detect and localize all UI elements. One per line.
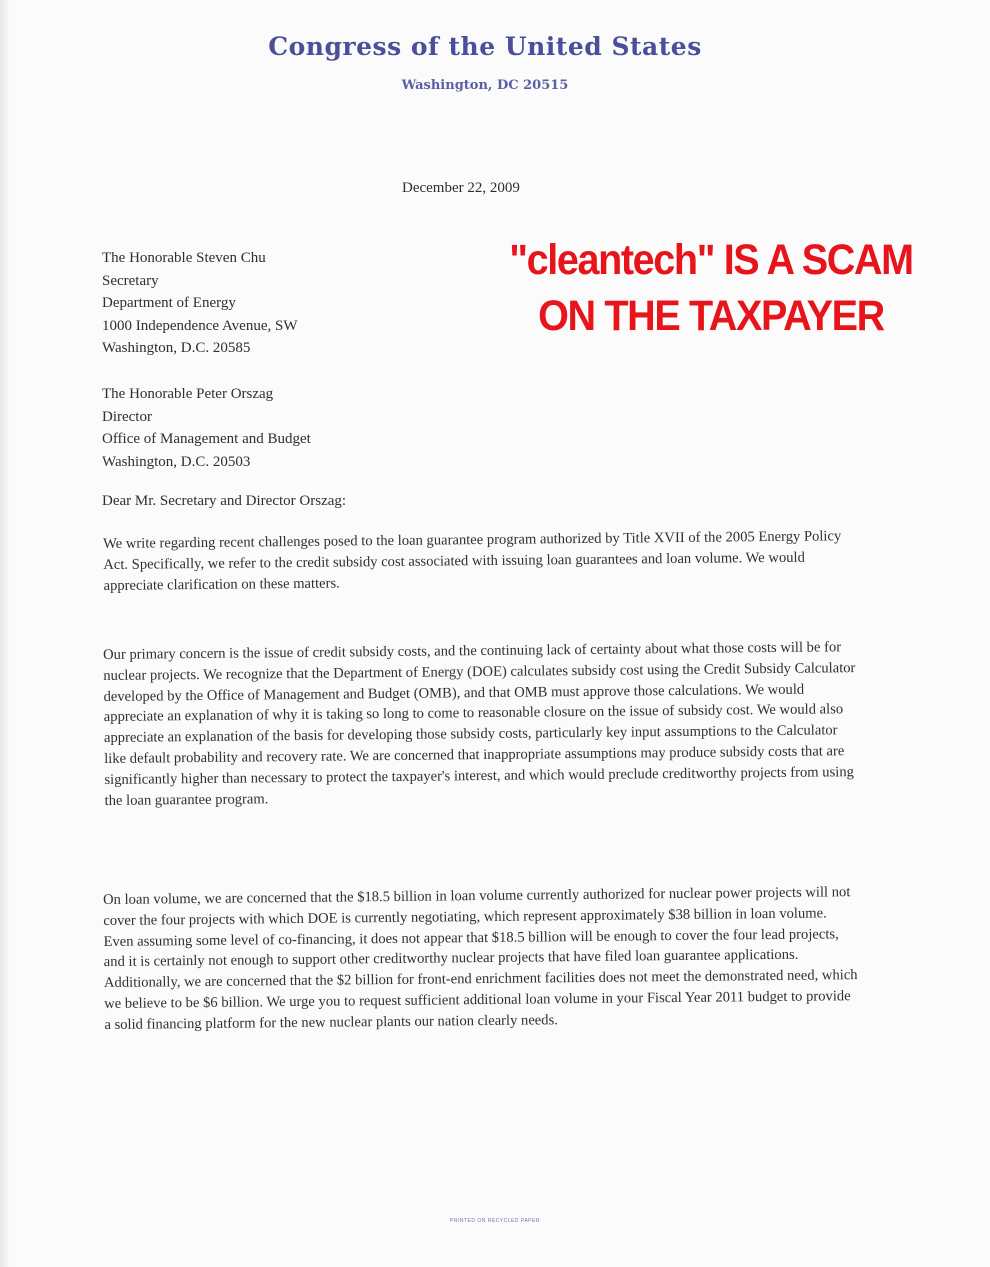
address-line: Director <box>102 408 152 425</box>
salutation: Dear Mr. Secretary and Director Orszag: <box>102 493 347 509</box>
recipient-address-1 <box>102 247 298 360</box>
overlay-line-1: "cleantech" IS A SCAM <box>509 236 913 284</box>
address-line: Secretary <box>102 272 159 289</box>
letterhead-subtitle: Washington, DC 20515 <box>401 78 569 93</box>
address-line: 1000 Independence Avenue, SW <box>102 317 298 334</box>
body-paragraph-3: On loan volume, we are concerned that the $18.5 billion in loan volume currently authorized for nuclear power projects will not cover the four projects with which DOE is currently negotiating, which represent approximately $38 billion in loan volume. Even assuming some level of co-financing, it does not appear that $18.5 billion will be enough to cover the four lead projects, and it is certainly not enough to support other creditworthy nuclear projects that have filed loan guarantee applications. Additionally, we are concerned that the $2 billion for front-end enrichment facilities does not meet the demonstrated need, which we believe to be $6 billion. We urge you to request sufficient additional loan volume in your Fiscal Year 2011 budget to provide a solid financing platform for the new nuclear plants our nation clearly needs. <box>103 884 858 1033</box>
letterhead-title: Congress of the United States <box>268 32 702 61</box>
body-paragraph-2: Our primary concern is the issue of credit subsidy costs, and the continuing lack of certainty about what those costs will be for nuclear projects. We recognize that the Department of Energy (DOE) calculates subsidy cost using the Credit Subsidy Calculator developed by the Office of Management and Budget (OMB), and that OMB must approve those calculations. We would appreciate an explanation of why it is taking so long to come to reasonable closure on the issue of subsidy cost. We would also appreciate an explanation of the basis for developing those subsidy costs, particularly key input assumptions to the Calculator like default probability and recovery rate. We are concerned that inappropriate assumptions may produce subsidy costs that are significantly higher than necessary to protect the taxpayer's interest, and which would preclude creditworthy projects from using the loan guarantee program. <box>103 639 856 809</box>
address-line: Office of Management and Budget <box>102 431 311 447</box>
address-line: The Honorable Steven Chu <box>102 250 266 266</box>
overlay-caption <box>491 232 931 344</box>
overlay-line-2: ON THE TAXPAYER <box>538 292 884 340</box>
address-line: The Honorable Peter Orszag <box>102 386 274 402</box>
page-edge-shadow <box>0 0 10 1267</box>
recycled-paper-footer: PRINTED ON RECYCLED PAPER <box>450 1218 540 1224</box>
body-paragraph-1: We write regarding recent challenges posed to the loan guarantee program authorized by Title XVII of the 2005 Energy Policy Act. Specifically, we refer to the credit subsidy cost associated with issuing loan guarantees and loan volume. We would appreciate clarification on these matters. <box>103 528 842 594</box>
recipient-address-2 <box>102 383 311 473</box>
address-line: Washington, D.C. 20585 <box>102 340 251 356</box>
address-line: Washington, D.C. 20503 <box>102 453 251 470</box>
letter-date: December 22, 2009 <box>402 180 520 196</box>
address-line: Department of Energy <box>102 295 236 311</box>
